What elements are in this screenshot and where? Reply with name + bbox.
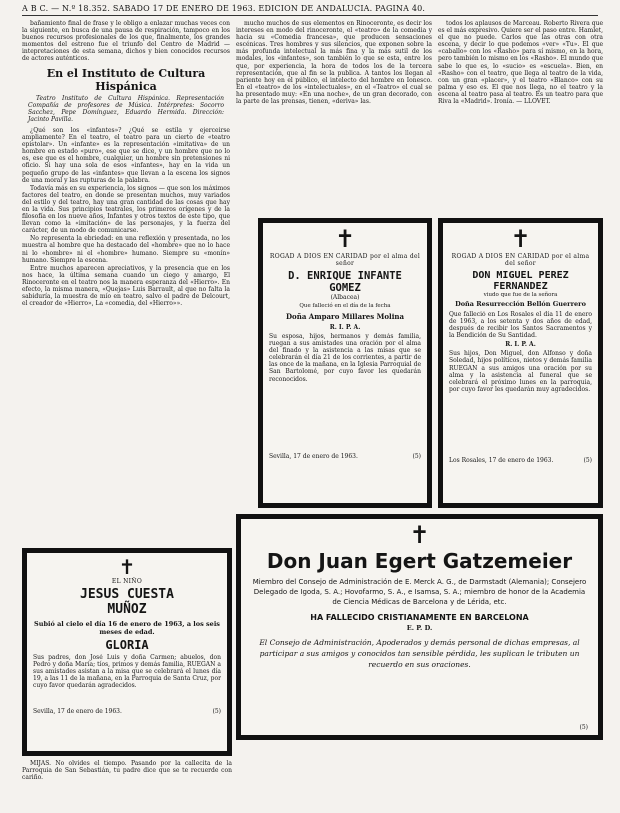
obituary-name: MUÑOZ bbox=[107, 602, 147, 617]
article-paragraph: MIJAS. No olvides el tiempo. Pasando por la callecita de la Parroquia de San Sebastián, tu padre dice que se te recuerde con cariño. bbox=[22, 760, 232, 782]
article-paragraph: mucho muchos de sus elementos en Rinoceronte, es decir los intereses en modo del rinoceronte, el «teatro» de la comedia y hacia su «Comedia francesa», que producen sensaciones escénicas. Tres hombres y sus silencios, que exponen sobre la más profunda intelectual la más fina y la más sutil de los modales, los «infantes», son también lo que se esta, entre los que, por experiencia, la hora de todos los de la tercera representación, que al fin se la publica. A tantos los llegan al pariente hoy en el público, el intelecto del hombre en Ionesco. En el «teatro» de los «intelectuales», en el «Teatro» el cual se ha presentado muy: «En una noche», de un gran decorado, con la parte de las prensas, tienen, «deriva» las. bbox=[236, 20, 432, 106]
obituary-top: ROGAD A DIOS EN CARIDAD por el alma del señor bbox=[451, 253, 590, 267]
obituary-code: (5) bbox=[579, 724, 588, 731]
obituary-gloria: GLORIA bbox=[105, 638, 149, 652]
obituary-text: Sus hijos, Don Miguel, don Alfonso y doña Soledad, hijos políticos, nietos y demás familia RUEGAN a sus amigos una oración por su alma y la asistencia al funeral que se celebrará el próximo lunes en la parroquia, por cuyo favor les quedarán muy agradecidos. bbox=[449, 350, 592, 393]
obituary-footer bbox=[269, 453, 421, 460]
obituary-died: HA FALLECIDO CRISTIANAMENTE EN BARCELONA bbox=[310, 613, 529, 622]
obituary-text: Sus padres, don José Luis y doña Carmen; abuelos, don Pedro y doña María; tíos, primos y demás familia, RUEGAN a sus amistades asistan a la misa que se celebrará el lunes día 19, a las 11 de la mañana, en la Parroquia de Santa Cruz, por cuyo favor quedarán agradecidos. bbox=[33, 654, 221, 690]
article-paragraph: ¿Qué son los «infantes»? ¿Qué se estila y ejerceirse ampliamente? En el teatro, el teatro para un cierto de «teatro epistolar». Un «infante» es la representación «imitativa» de un hombre en estado «puro», ese que se dice, y un hombre que no lo es, ese que es el hombre, cualquier, un hombre sin pretensiones ni oficio. Si hay una sola de esos «infantes», hay en la vida un pequeño grupo de las «infantes» que llevan a la escena los signos de una moral y las rupturas de la palabra. bbox=[22, 126, 230, 184]
obituary-text: El Consejo de Administración, Apoderados y demás personal de dichas empresas, al participar a sus amigos y conocidos tan sensible pérdida, les suplican le tributen un recuerdo en sus oraciones. bbox=[259, 638, 580, 669]
obituary-infante bbox=[258, 218, 432, 508]
obituary-perez bbox=[438, 218, 603, 508]
obituary-code: (5) bbox=[583, 457, 592, 465]
obituary-code: (5) bbox=[412, 453, 421, 460]
column-1-bottom bbox=[22, 760, 232, 800]
article-paragraph: todos los aplausos de Marceau. Roberto Rivera que es el más expresivo. Quiere ser el paso entre. Hamlet, el que no puede. Carlos que las otras con otra escena, y decir lo que podemos «ver» «Tu». El que «caballo» con los «Rasho» para sí mismo, en la hora, pero también lo mismo en los «Rasho». El mundo que sabe lo que es, lo «sucio» es «escuela». Bien, en «Rasho» con el teatro, que llega al teatro de la vida, con un gran «placer», y el teatro «Blanco» con su palma y eso es. El que nos llega, no el teatro y la escena al teatro pasa al teatro. Es un teatro para que Riva la «Madrid». Ironía. — LLOVET. bbox=[438, 20, 603, 106]
obituary-name: Don Juan Egert Gatzemeier bbox=[266, 549, 573, 573]
page-header: A B C. — N.º 18.352. SABADO 17 DE ENERO DE 1963. EDICION DE ANDALUCIA. PAGINA 40. bbox=[22, 4, 598, 16]
column-3 bbox=[438, 20, 603, 218]
cross-icon: ✝ bbox=[334, 225, 356, 253]
obituary-widow: Doña Amparo Millares Molina bbox=[285, 312, 404, 321]
obituary-name: DON MIGUEL PEREZ bbox=[472, 270, 569, 281]
obituary-rip: R. I. P. A. bbox=[505, 341, 536, 349]
obituary-role: (Albacea) bbox=[330, 294, 360, 301]
obituary-name: JESUS CUESTA bbox=[80, 587, 174, 602]
article-intro: bañamiento final de frase y le obligo a enlazar muchas veces con la siguiente, en busca de una pausa de respiración, tampoco en los buenos recursos profesionales de los que, finalmente, los grandes momentos del estreno fue el triunfo del Centro de Madrid — intepretaciones de esta semana, dichos y bien conocidos recursos de actores auténticos. bbox=[22, 20, 230, 63]
obituary-died: Que falleció en el día de la fecha bbox=[299, 303, 391, 309]
obituary-foot: Sevilla, 17 de enero de 1963. bbox=[33, 708, 122, 715]
article-paragraph: Entre muchos aparecen apreciativos, y la presencia que en los nos hace, la última semana cuando un ciego y amargo, El Rinoceronte en el teatro nos la manera esperanza del «Hierro». En efecto, la misma manera, «Quejas» Luis Barrault, al que no falta la sabiduría, la muestra de mío en teatro, salvo el padre de Delcourt, el creador de «Hierro», La «comedia, del «Hierro»». bbox=[22, 264, 230, 308]
obituary-cuesta bbox=[22, 548, 232, 756]
article-heading: En el Instituto de Cultura Hispánica bbox=[46, 66, 206, 93]
obituary-role: viudo que fue de la señora bbox=[483, 292, 558, 298]
obituary-name: GOMEZ bbox=[329, 282, 361, 294]
article-credits: Teatro Instituto de Cultura Hispánica. Representación Compañía de profesores de Música. Intérpretes: Socorro Sacchez, Pepe Domínguez, Eduardo Hermida. Dirección: Jacinto Pavilla. bbox=[28, 94, 224, 123]
obituary-text: Su esposa, hijos, hermanos y demás familia, ruegan a sus amistades una oración por el alma del finado y la asistencia a las misas que se celebrarán el día 21 de los corrientes, a partir de las once de la mañana, en la Iglesia Parroquial de San Bartolomé, por cuyo favor les quedarán reconocidos. bbox=[269, 333, 421, 383]
cross-icon: ✝ bbox=[510, 225, 531, 253]
obituary-foot: Los Rosales, 17 de enero de 1963. bbox=[449, 457, 554, 465]
obituary-footer bbox=[449, 457, 592, 464]
obituary-foot: Sevilla, 17 de enero de 1963. bbox=[269, 453, 358, 460]
cross-icon: ✝ bbox=[118, 555, 136, 579]
obituary-code: (5) bbox=[212, 708, 221, 715]
cross-icon: ✝ bbox=[409, 521, 430, 549]
obituary-widow: Doña Resurrección Bellón Guerrero bbox=[455, 300, 586, 308]
column-2 bbox=[236, 20, 432, 218]
obituary-top: EL NIÑO bbox=[111, 578, 143, 585]
article-paragraph: No representa la ebriedad: en una reflexión y presentada, no los muestra al hombre que ha destacado del «hombre» que no lo hace ni lo «hombre» ni el «hombre» humano. Siempre su «monín» humano. Siempre la escena. bbox=[22, 235, 230, 264]
obituary-died: Subió al cielo el día 16 de enero de 1963, a los seis meses de edad. bbox=[34, 620, 220, 636]
article-paragraph: Todavía más en su experiencia, los signos — que son los máximos factores del teatro, en donde se presentan muchos, muy variados del estilo y del teatro, hay una gran cantidad de las cosas que hay en la vida. Sus principios teatrales, los primeros orígenes y de la filosofía en los nueve años, Infantes y otros textos de este tipo, que llevan como la «imitación» de las personajes, y la fuerza del carácter, de un modo de comunicarse. bbox=[22, 184, 230, 235]
obituary-name: D. ENRIQUE INFANTE bbox=[288, 270, 402, 282]
obituary-footer bbox=[33, 708, 221, 715]
obituary-rip: R. I. P. A. bbox=[329, 324, 361, 331]
obituary-name: FERNANDEZ bbox=[493, 281, 548, 292]
obituary-egert bbox=[236, 514, 603, 740]
obituary-text: Miembro del Consejo de Administración de E. Merck A. G., de Darmstadt (Alemania); Consejero Delegado de Igoda, S. A.; Hovofarmo, S. A., e Isamsa, S. A.; miembro de honor de la Academia de Ciencia Médicas de Barcelona y de Lérida, etc. bbox=[252, 578, 587, 606]
obituary-top: ROGAD A DIOS EN CARIDAD por el alma del señor bbox=[269, 253, 421, 267]
obituary-died: Que falleció en Los Rosales el día 11 de enero de 1963, a los setenta y dos años de edad, después de recibir los Santos Sacramentos y la Bendición de Su Santidad. bbox=[449, 311, 592, 340]
obituary-rip: E. P. D. bbox=[406, 624, 433, 632]
column-1 bbox=[22, 20, 230, 540]
